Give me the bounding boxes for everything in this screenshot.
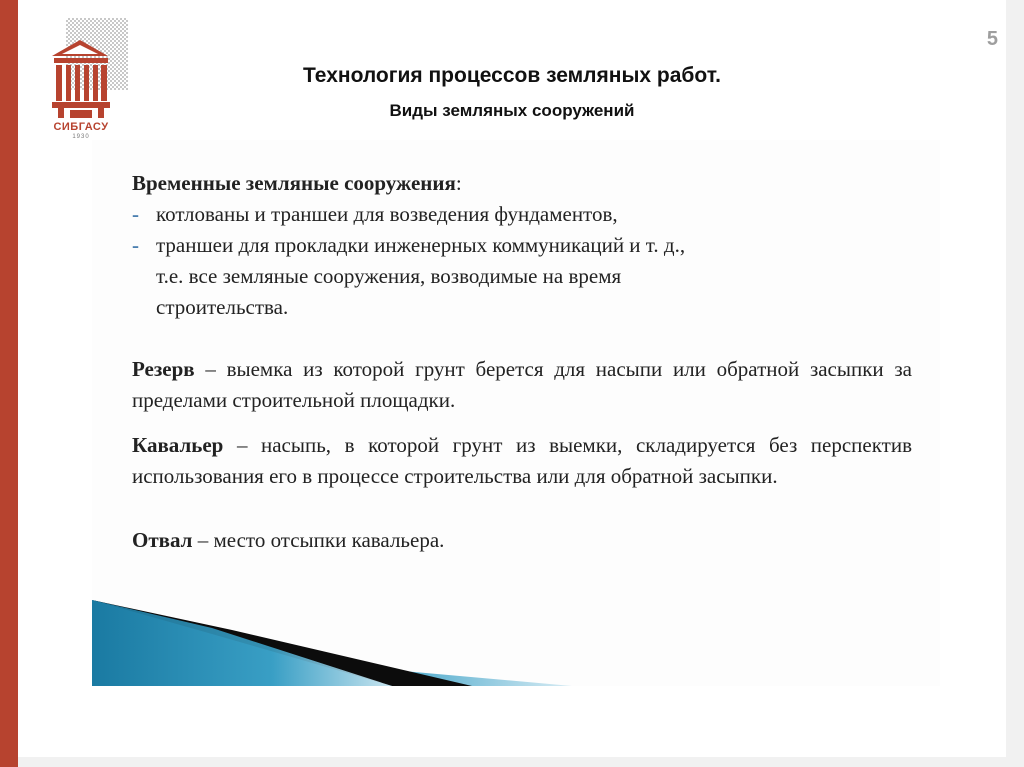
reserve-text: – выемка из которой грунт берется для насыпи или обратной засыпки за пределами строительной площадки. [132,357,912,412]
reserve-definition [132,354,912,416]
dump-definition [132,525,912,556]
slide-subtitle: Виды земляных сооружений [389,101,635,120]
temporary-continuation-end: строительства. [156,295,289,319]
right-frame [1006,0,1024,767]
logo-text: СИБГАСУ [53,121,109,133]
temporary-continuation: т.е. все земляные сооружения, возводимые на время [156,264,622,288]
temporary-heading-term: Временные земляные сооружения [132,171,456,195]
logo-year: 1930 [72,134,90,140]
left-accent-bar [0,0,18,767]
temporary-structures-list [132,199,912,261]
cavalier-text: – насыпь, в которой грунт из выемки, складируется без перспектив использования его в процессе строительства или для обратной засыпки. [132,433,912,488]
bottom-frame [18,757,1024,767]
dump-text: – место отсыпки кавальера. [192,528,445,552]
cavalier-definition [132,430,912,492]
dump-term: Отвал [132,528,193,552]
list-item: - котлованы и траншеи для возведения фундаментов, [132,199,912,230]
slide-body [132,168,912,556]
cavalier-term: Кавальер [132,433,224,457]
decorative-swoosh [92,600,572,686]
university-logo [48,18,130,142]
reserve-term: Резерв [132,357,195,381]
page-number: 5 [986,28,998,50]
list-item: - траншеи для прокладки инженерных коммуникаций и т. д., [132,230,912,261]
temporary-structures-heading [132,168,912,199]
temporary-heading-colon: : [455,171,462,195]
slide-title: Технология процессов земляных работ. [303,64,721,87]
